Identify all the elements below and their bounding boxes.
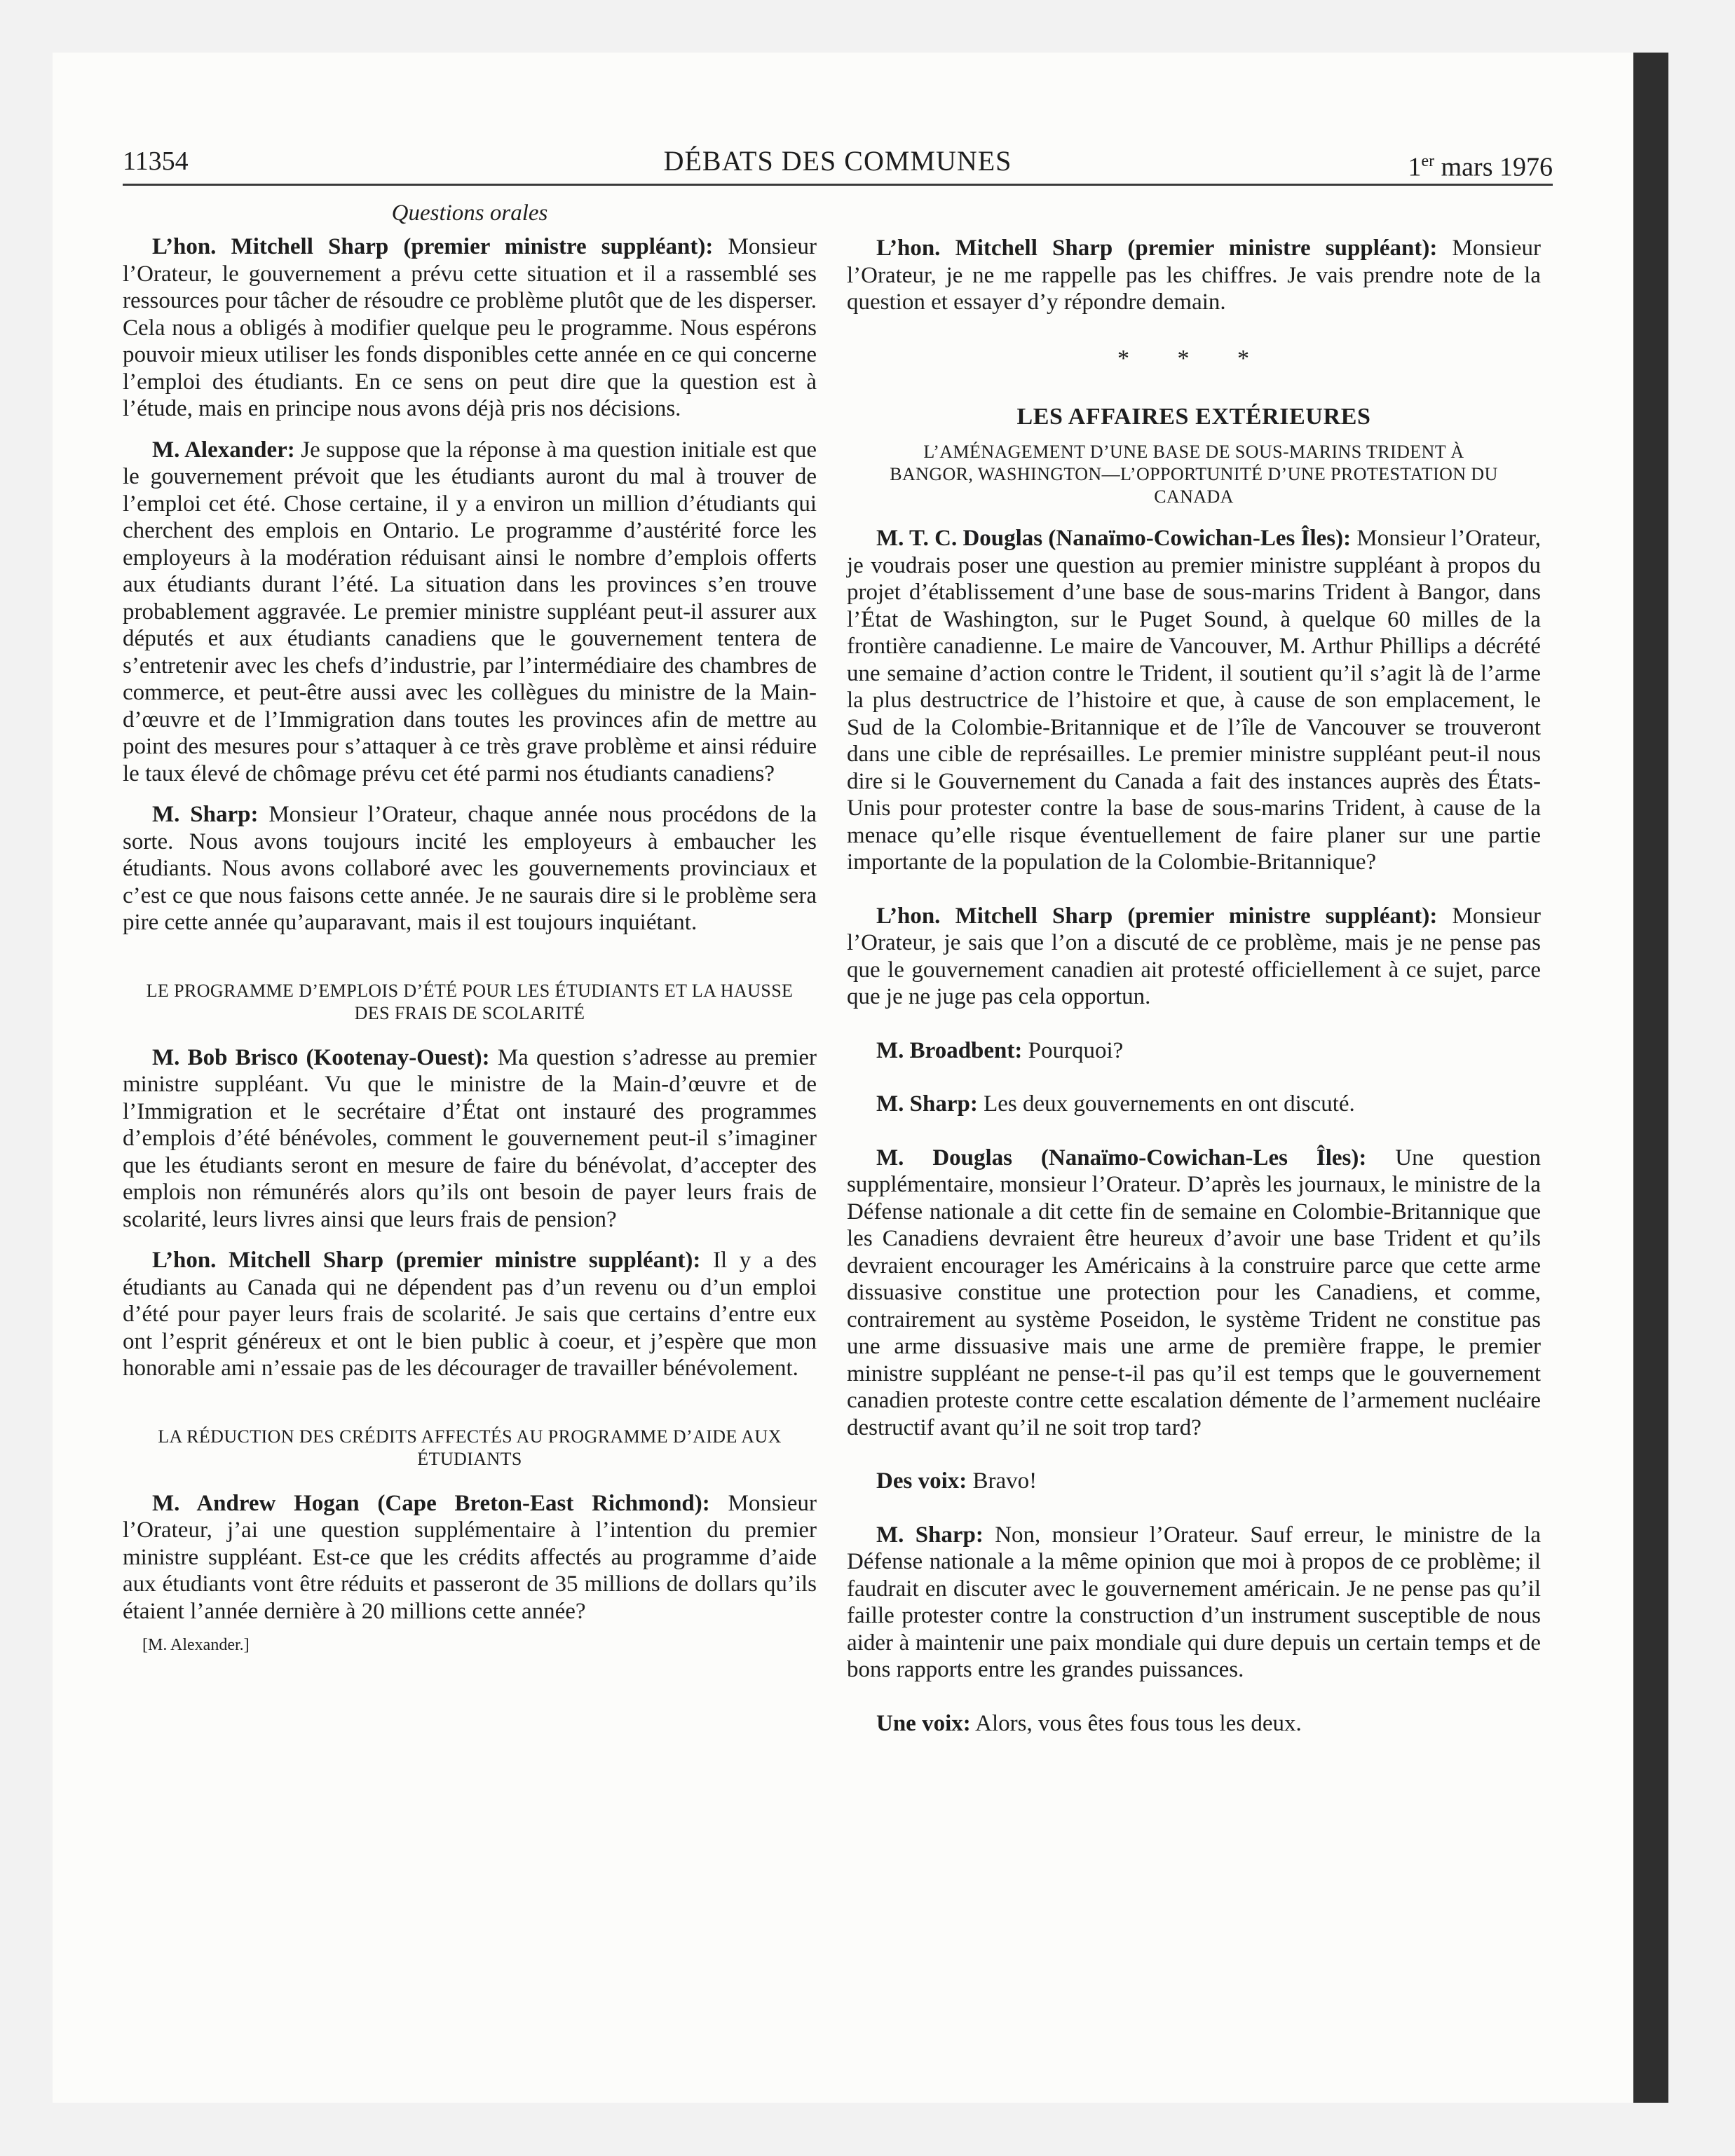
left-column: [123, 200, 817, 1656]
speaker-name: L’hon. Mitchell Sharp (premier ministre suppléant):: [876, 236, 1438, 261]
publication-title: DÉBATS DES COMMUNES: [663, 145, 1012, 177]
section-separator-stars: * * *: [1117, 345, 1270, 371]
speaker-name: M. Bob Brisco (Kootenay-Ouest):: [152, 1044, 490, 1070]
speech-text: Il y a des étudiants au Canada qui ne dépendent pas d’un revenu ou d’un emploi d’été pour payer leurs frais de scolarité. Je sais que certains d’entre eux ont l’esprit généreux et ont le bien public à coeur, et j’espère que mon honorable ami n’essaie pas de les décourager de travailler bénévolement.: [123, 1248, 817, 1381]
speech-text: Monsieur l’Orateur, je voudrais poser une question au premier ministre suppléant à propos du projet d’établissement d’une base de sous-marins Trident à Bangor, dans l’État de Washington, sur le Puget Sound, à quelque 60 milles de la frontière canadienne. Le maire de Vancouver, M. Arthur Phillips a décrété une semaine d’action contre le Trident, il soutient qu’il s’agit là de l’arme la plus destructrice de l’histoire et que, à cause de son emplacement, le Sud de la Colombie-Britannique et de l’île de Vancouver se trouveront dans une cible de représailles. Le premier ministre suppléant peut-il nous dire si le Gouvernement du Canada a fait des instances auprès des États-Unis pour protester contre la base de sous-marins Trident, à cause de la menace qu’elle risque éventuellement de faire planer sur une partie importante de la population de la Colombie-Britannique?: [847, 526, 1541, 875]
speech-paragraph: [123, 1490, 817, 1625]
speech-text: Monsieur l’Orateur, chaque année nous procédons de la sorte. Nous avons toujours incité les employeurs à embaucher les étudiants. Nous avons collaboré avec les gouvernements provinciaux et c’est ce que nous faisons cette année. Je ne saurais dire si le problème sera pire cette année qu’auparavant, mais il est toujours inquiétant.: [123, 802, 817, 935]
speech-paragraph: [847, 525, 1541, 876]
speech-paragraph: [123, 1044, 817, 1234]
speaker-name: M. Andrew Hogan (Cape Breton-East Richmond):: [152, 1490, 710, 1516]
speaker-name: L’hon. Mitchell Sharp (premier ministre suppléant):: [876, 903, 1438, 929]
section-title: LES AFFAIRES EXTÉRIEURES: [1016, 404, 1371, 430]
speaker-name: M. Douglas (Nanaïmo-Cowichan-Les Îles):: [876, 1145, 1367, 1171]
running-head: Questions orales: [391, 200, 548, 226]
speech-text: Une question supplémentaire, monsieur l’Orateur. D’après les journaux, le ministre de la Défense nationale a dit cette fin de semaine en Colombie-Britannique que les Canadiens devraient être heureux d’avoir une base Trident et qu’ils devraient encourager les Américains à la construire parce que cette arme dissuasive constitue une protection pour les Canadiens, et comme, contrairement au système Poseidon, le système Trident ne constitue pas une arme dissuasive mais une arme de première frappe, le premier ministre suppléant ne pense-t-il pas qu’il est temps que le gouvernement canadien proteste contre cette escalation démente de l’armement nucléaire destructif avant qu’il ne soit trop tard?: [847, 1145, 1541, 1440]
speaker-name: M. T. C. Douglas (Nanaïmo-Cowichan-Les Îles):: [876, 526, 1352, 551]
speaker-name: L’hon. Mitchell Sharp (premier ministre suppléant):: [152, 234, 714, 259]
speech-text: Alors, vous êtes fous tous les deux.: [970, 1710, 1302, 1736]
speaker-name: Une voix:: [876, 1710, 971, 1736]
section-heading: LA RÉDUCTION DES CRÉDITS AFFECTÉS AU PROGRAMME D’AIDE AUX ÉTUDIANTS: [158, 1426, 782, 1469]
scan-edge-shadow: [1633, 53, 1668, 2103]
header-rule: [123, 184, 1553, 186]
section-subheading: L’AMÉNAGEMENT D’UNE BASE DE SOUS-MARINS TRIDENT À BANGOR, WASHINGTON—L’OPPORTUNITÉ D’UNE PROTESTATION DU CANADA: [890, 442, 1498, 507]
speech-text: Monsieur l’Orateur, je ne me rappelle pas les chiffres. Je vais prendre note de la question et essayer d’y répondre demain.: [847, 236, 1541, 315]
speech-paragraph: [847, 1468, 1541, 1495]
speech-paragraph: [123, 437, 817, 788]
date-day: 1: [1408, 152, 1422, 182]
speaker-name: M. Broadbent:: [876, 1037, 1023, 1063]
page-number: 11354: [123, 146, 189, 176]
header-date: [1408, 144, 1553, 185]
speech-paragraph: [123, 1247, 817, 1382]
speech-text: Non, monsieur l’Orateur. Sauf erreur, le ministre de la Défense nationale a la même opinion que moi à propos de ce problème; il faudrait en discuter avec le gouvernement américain. Je ne pense pas qu’il faille protester contre la construction d’un instrument susceptible de nous aider à maintenir une paix mondiale qui dure depuis un certain temps et de bons rapports entre les grandes puissances.: [847, 1522, 1542, 1682]
speaker-name: M. Sharp:: [876, 1522, 984, 1548]
speech-paragraph: [847, 1145, 1541, 1442]
speech-paragraph: [847, 235, 1541, 316]
page-header: [123, 144, 1553, 186]
speech-text: Ma question s’adresse au premier ministre suppléant. Vu que le ministre de la Main-d’œuvre et de l’Immigration et le secrétaire d’État ont instauré des programmes d’emplois d’été bénévoles, comment le gouvernement peut-il s’imaginer que les étudiants seront en mesure de faire du bénévolat, d’accepter des emplois non rémunérés alors qu’ils ont besoin de payer leurs frais de scolarité, leurs livres ainsi que leurs frais de pension?: [123, 1044, 817, 1232]
speech-paragraph: [123, 801, 817, 936]
speech-text: Bravo!: [967, 1468, 1037, 1494]
speech-paragraph: [123, 233, 817, 423]
speech-paragraph: [847, 1037, 1541, 1065]
speaker-footnote: [M. Alexander.]: [142, 1636, 250, 1654]
speech-paragraph: [847, 1522, 1541, 1684]
speech-text: Monsieur l’Orateur, je sais que l’on a discuté de ce problème, mais je ne pense pas que le gouvernement canadien ait protesté officiellement à ce sujet, parce que je ne juge pas cela opportun.: [847, 903, 1541, 1009]
speech-paragraph: [847, 1091, 1541, 1118]
speaker-name: M. Alexander:: [152, 437, 295, 463]
speaker-name: M. Sharp:: [152, 802, 259, 827]
speech-text: Monsieur l’Orateur, le gouvernement a prévu cette situation et il a rassemblé ses ressources pour tâcher de résoudre ce problème plutôt que de les disperser. Cela nous a obligés à modifier quelque peu le programme. Nous espérons pouvoir mieux utiliser les fonds disponibles cette année en ce qui concerne l’emploi des étudiants. En ce sens on peut dire que la question est à l’étude, mais en principe nous avons déjà pris nos décisions.: [123, 234, 817, 421]
speech-text: Les deux gouvernements en ont discuté.: [977, 1091, 1355, 1117]
speech-text: Pourquoi?: [1022, 1037, 1124, 1063]
speech-text: Monsieur l’Orateur, j’ai une question supplémentaire à l’intention du premier ministre suppléant. Est-ce que les crédits affectés au programme d’aide aux étudiants vont être réduits et passeront de 35 millions de dollars qu’ils étaient l’année dernière à 20 millions cette année?: [123, 1490, 817, 1624]
date-superscript: er: [1421, 152, 1435, 170]
speech-text: Je suppose que la réponse à ma question initiale est que le gouvernement prévoit que les étudiants auront du mal à trouver de l’emploi cet été. Chose certaine, il y a environ un million d’étudiants qui cherchent des emplois en Ontario. Le programme d’austérité force les employeurs à la modération réduisant ainsi le nombre d’emplois offerts aux étudiants durant l’été. La situation dans les provinces s’en trouve probablement aggravée. Le premier ministre suppléant peut-il assurer aux députés et aux étudiants canadiens que le gouvernement tentera de s’entretenir avec les chefs d’industrie, par l’intermédiaire des chambres de commerce, et peut-être aussi avec les collègues du ministre de la Main-d’œuvre et de l’Immigration dans toutes les provinces afin de mettre au point des mesures pour s’attaquer à ce très grave problème et ainsi réduire le taux élevé de chômage prévu cet été parmi nos étudiants canadiens?: [123, 437, 817, 786]
speaker-name: Des voix:: [876, 1468, 967, 1494]
speech-paragraph: [847, 1710, 1541, 1738]
speaker-name: M. Sharp:: [876, 1091, 978, 1117]
right-column: [847, 235, 1541, 1737]
speaker-name: L’hon. Mitchell Sharp (premier ministre suppléant):: [152, 1248, 701, 1273]
date-rest: mars 1976: [1434, 152, 1553, 182]
speech-paragraph: [847, 903, 1541, 1011]
section-heading: LE PROGRAMME D’EMPLOIS D’ÉTÉ POUR LES ÉTUDIANTS ET LA HAUSSE DES FRAIS DE SCOLARITÉ: [146, 980, 794, 1023]
